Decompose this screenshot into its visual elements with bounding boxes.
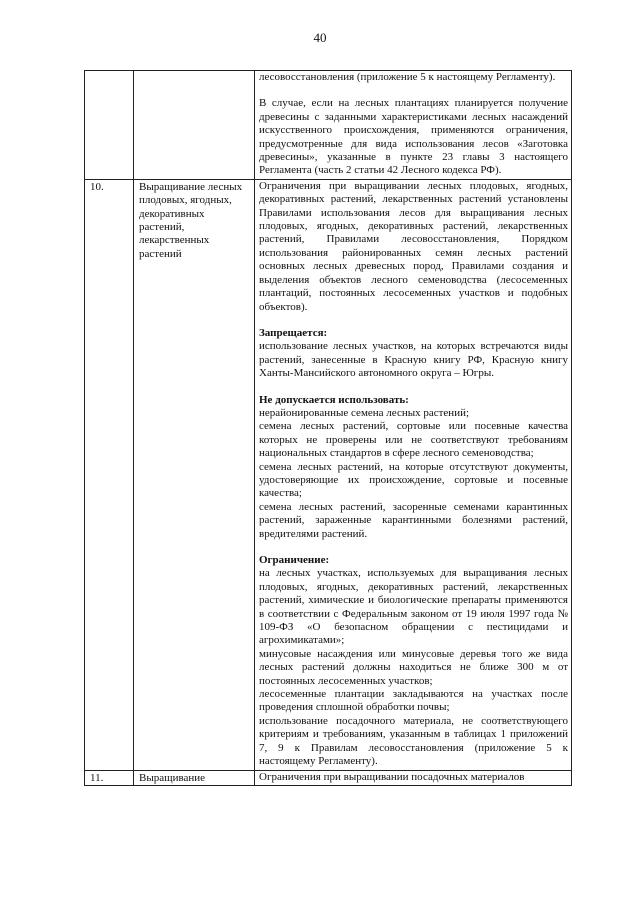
row-number: 10.	[85, 179, 134, 770]
not-allowed-heading: Не допускается использовать:	[259, 393, 409, 406]
paragraph-gap	[259, 314, 568, 327]
row-name: Выращивание лесных плодовых, ягодных, декоративных растений, лекарственных растений	[134, 179, 255, 770]
paragraph: лесовосстановления (приложение 5 к настоящему Регламенту).	[259, 71, 556, 83]
row-text	[255, 770, 572, 785]
list-item: на лесных участках, используемых для выращивания лесных плодовых, ягодных, декоративных растений, лекарственных растений, химические и биологические препараты применяются в соответствии с Федеральным законом от 19 июля 1997 года № 109-ФЗ «О безопасном обращении с пестицидами и агрохимикатами»;	[259, 567, 568, 647]
paragraph-gap	[259, 381, 568, 394]
regulation-table	[84, 70, 572, 786]
list-item: семена лесных растений, сортовые или посевные качества которых не проверены или не соответствуют требованиям национальных стандартов в сфере лесного семеноводства;	[259, 420, 568, 460]
list-item: семена лесных растений, засоренные семенами карантинных растений, зараженные карантинными болезнями растений, вредителями растений.	[259, 500, 568, 540]
list-item: использование посадочного материала, не соответствующего критериям и требованиям, указанным в таблицах 1 приложений 7, 9 к Правилам лесовосстановления (приложение 5 к настоящему Регламенту).	[259, 714, 568, 768]
list-item: минусовые насаждения или минусовые деревья того же вида лесных растений должны находиться не ближе 300 м от постоянных лесосеменных участков;	[259, 647, 568, 687]
prohibited-text: использование лесных участков, на которых встречаются виды растений, занесенные в Красную книгу РФ, Красную книгу Ханты-Мансийского автономного округа – Югры.	[259, 340, 568, 380]
list-item: семена лесных растений, на которые отсутствуют документы, удостоверяющие их происхождение, сортовые и посевные качества;	[259, 460, 568, 500]
row-name	[134, 71, 255, 180]
row-number: 11.	[85, 770, 134, 785]
table-row	[85, 179, 572, 770]
list-item: нерайонированные семена лесных растений;	[259, 406, 470, 419]
prohibited-heading: Запрещается:	[259, 326, 328, 339]
paragraph: В случае, если на лесных плантациях планируется получение древесины с заданными характеристиками лесных насаждений искусственного происхождения, применяются ограничения, предусмотренные для вида использования лесов «Заготовка древесины», указанные в пункте 23 главы 3 настоящего Регламента (часть 2 статьи 42 Лесного кодекса РФ).	[259, 97, 568, 177]
list-item: лесосеменные плантации закладываются на участках после проведения сплошной обработки почвы;	[259, 688, 568, 714]
page-number: 40	[313, 30, 327, 45]
table-row	[85, 71, 572, 180]
paragraph: Ограничения при выращивании посадочных материалов	[259, 770, 525, 783]
row-number	[85, 71, 134, 180]
paragraph-gap	[259, 84, 568, 97]
row-name: Выращивание	[134, 770, 255, 785]
intro-paragraph: Ограничения при выращивании лесных плодовых, ягодных, декоративных растений, лекарственных растений установлены Правилами использования лесов для выращивания лесных плодовых, ягодных, декоративных растений, лекарственных растений, Правилами лесовосстановления, Порядком использования районированных семян лесных растений основных лесных древесных пород, Правилами создания и выделения объектов лесного семеноводства (лесосеменных плантаций, постоянных лесосеменных участков и подобных объектов).	[259, 179, 568, 313]
restriction-heading: Ограничение:	[259, 554, 330, 566]
row-text	[255, 71, 572, 180]
paragraph-gap	[259, 541, 568, 554]
table-row	[85, 770, 572, 785]
row-text	[255, 179, 572, 770]
